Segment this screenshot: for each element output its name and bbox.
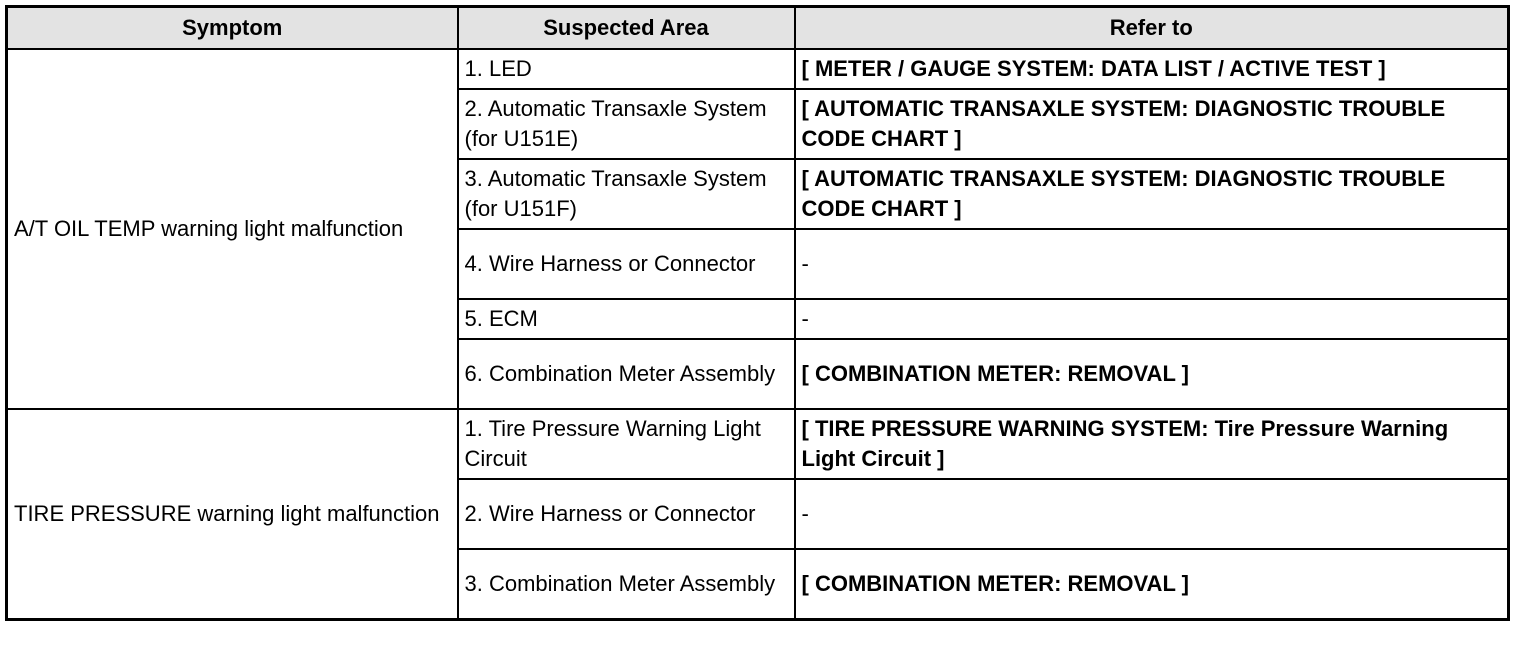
suspected-area-cell: 5. ECM	[458, 299, 795, 339]
table-row	[7, 409, 1509, 479]
refer-link[interactable]: [ AUTOMATIC TRANSAXLE SYSTEM: DIAGNOSTIC TROUBLE CODE CHART ]	[795, 89, 1509, 159]
suspected-area-cell: 1. Tire Pressure Warning Light Circuit	[458, 409, 795, 479]
suspected-area-cell: 1. LED	[458, 49, 795, 89]
suspected-area-cell: 4. Wire Harness or Connector	[458, 229, 795, 299]
header-symptom: Symptom	[7, 7, 458, 50]
header-suspected-area: Suspected Area	[458, 7, 795, 50]
refer-link[interactable]: [ COMBINATION METER: REMOVAL ]	[795, 549, 1509, 620]
refer-link[interactable]: [ TIRE PRESSURE WARNING SYSTEM: Tire Pressure Warning Light Circuit ]	[795, 409, 1509, 479]
suspected-area-cell: 6. Combination Meter Assembly	[458, 339, 795, 409]
refer-cell: -	[795, 479, 1509, 549]
refer-cell: -	[795, 299, 1509, 339]
suspected-area-cell: 2. Wire Harness or Connector	[458, 479, 795, 549]
table-row	[7, 49, 1509, 89]
header-row	[7, 7, 1509, 50]
suspected-area-cell: 2. Automatic Transaxle System (for U151E)	[458, 89, 795, 159]
suspected-area-cell: 3. Automatic Transaxle System (for U151F)	[458, 159, 795, 229]
refer-link[interactable]: [ COMBINATION METER: REMOVAL ]	[795, 339, 1509, 409]
symptom-cell: TIRE PRESSURE warning light malfunction	[7, 409, 458, 620]
symptom-table	[5, 5, 1510, 621]
refer-link[interactable]: [ METER / GAUGE SYSTEM: DATA LIST / ACTIVE TEST ]	[795, 49, 1509, 89]
symptom-cell: A/T OIL TEMP warning light malfunction	[7, 49, 458, 409]
refer-cell: -	[795, 229, 1509, 299]
header-refer-to: Refer to	[795, 7, 1509, 50]
suspected-area-cell: 3. Combination Meter Assembly	[458, 549, 795, 620]
refer-link[interactable]: [ AUTOMATIC TRANSAXLE SYSTEM: DIAGNOSTIC TROUBLE CODE CHART ]	[795, 159, 1509, 229]
